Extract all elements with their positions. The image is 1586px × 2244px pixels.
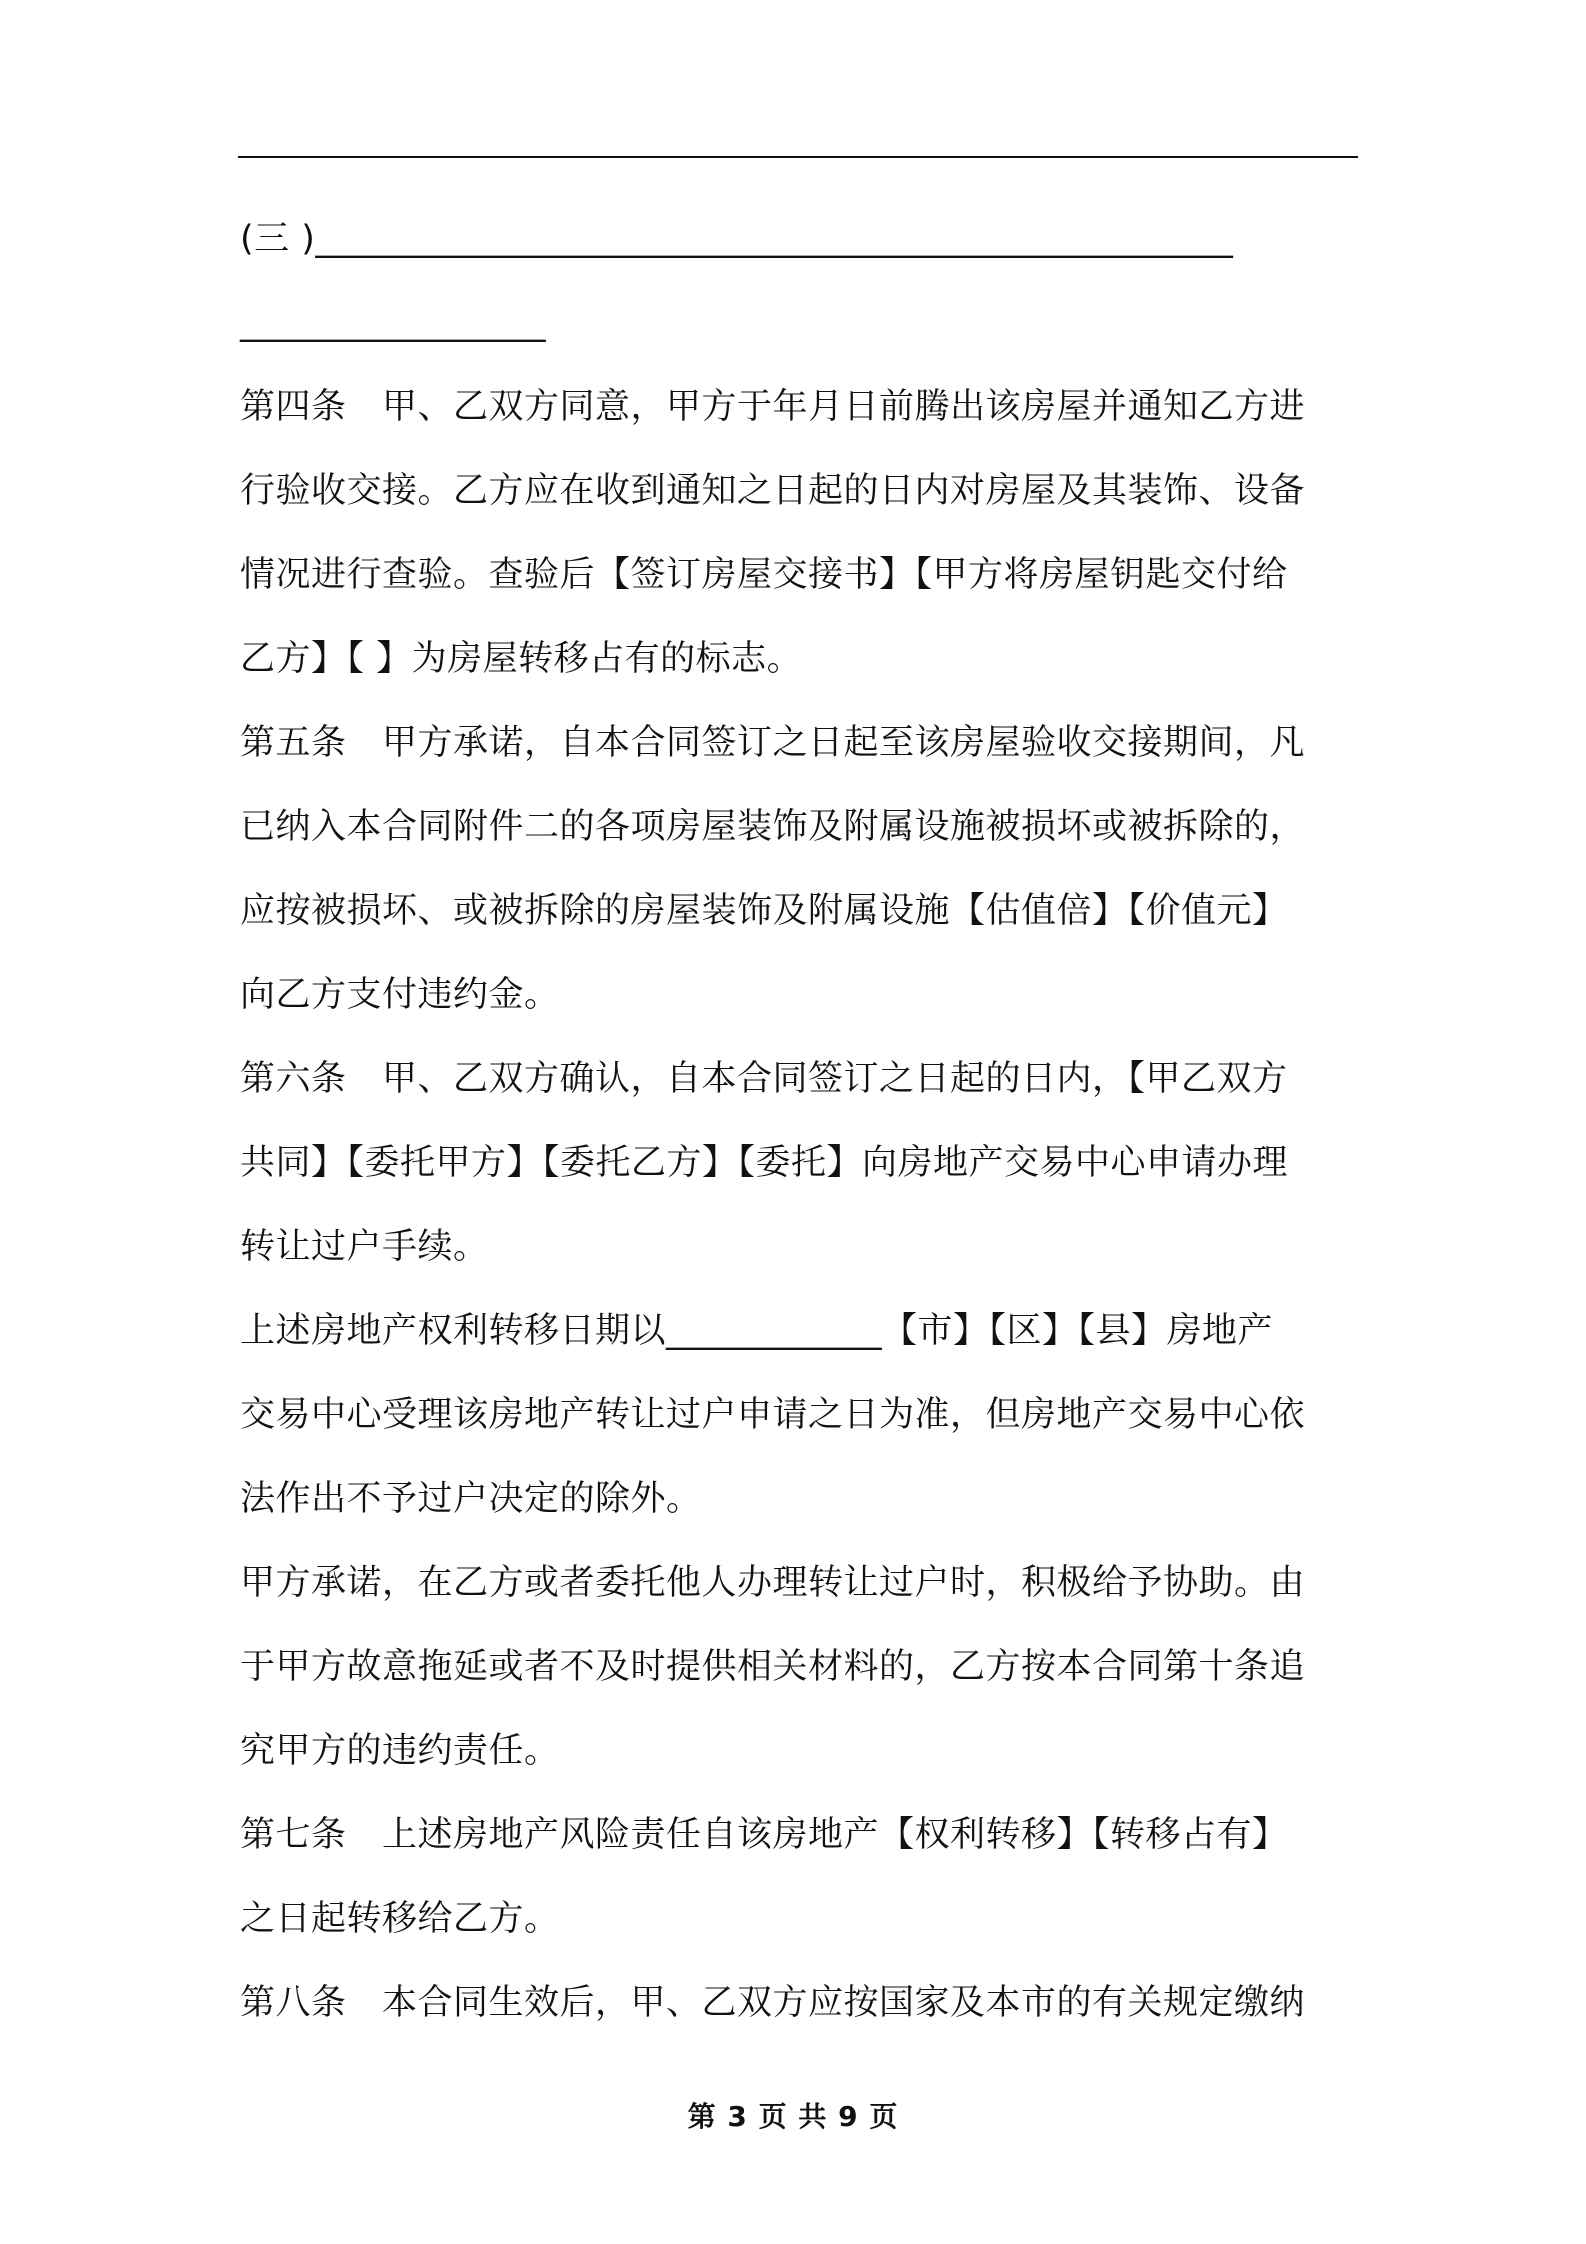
text-line: 之日起转移给乙方。	[240, 1899, 560, 1939]
article-6-line: 第六条 甲、乙双方确认，自本合同签订之日起的日内，【甲乙双方	[240, 1059, 1288, 1099]
text-line: 上述房地产权利转移日期以____________【市】【区】【县】房地产	[240, 1311, 1274, 1351]
text-line: 情况进行查验。查验后【签订房屋交接书】【甲方将房屋钥匙交付给	[240, 555, 1288, 595]
text-line: 甲方承诺，在乙方或者委托他人办理转让过户时，积极给予协助。由	[240, 1563, 1306, 1603]
text-line: 向乙方支付违约金。	[240, 975, 560, 1015]
article-4-line: 第四条 甲、乙双方同意，甲方于年月日前腾出该房屋并通知乙方进	[240, 387, 1306, 427]
text-line: 法作出不予过户决定的除外。	[240, 1479, 702, 1519]
document-body	[240, 205, 1360, 2053]
text-line: 行验收交接。乙方应在收到通知之日起的日内对房屋及其装饰、设备	[240, 471, 1306, 511]
article-5-line: 第五条 甲方承诺，自本合同签订之日起至该房屋验收交接期间，凡	[240, 723, 1306, 763]
text-line: 共同】【委托甲方】【委托乙方】【委托】向房地产交易中心申请办理	[240, 1143, 1289, 1183]
text-line: 交易中心受理该房地产转让过户申请之日为准，但房地产交易中心依	[240, 1395, 1306, 1435]
page-number: 第 3 页 共 9 页	[687, 2100, 899, 2133]
article-7-line: 第七条 上述房地产风险责任自该房地产【权利转移】【转移占有】	[240, 1815, 1288, 1855]
text-line: 究甲方的违约责任。	[240, 1731, 560, 1771]
text-line: 转让过户手续。	[240, 1227, 489, 1267]
text-line: (三 )___________________________________________________	[240, 219, 1234, 259]
text-line: _________________	[240, 303, 546, 343]
text-line: 于甲方故意拖延或者不及时提供相关材料的，乙方按本合同第十条追	[240, 1647, 1306, 1687]
text-line: 已纳入本合同附件二的各项房屋装饰及附属设施被损坏或被拆除的，	[240, 807, 1306, 847]
text-line: 应按被损坏、或被拆除的房屋装饰及附属设施【估值倍】【价值元】	[240, 891, 1288, 931]
article-8-line: 第八条 本合同生效后，甲、乙双方应按国家及本市的有关规定缴纳	[240, 1983, 1306, 2023]
text-line: 乙方】【 】为房屋转移占有的标志。	[240, 639, 803, 679]
header-rule	[238, 156, 1358, 158]
